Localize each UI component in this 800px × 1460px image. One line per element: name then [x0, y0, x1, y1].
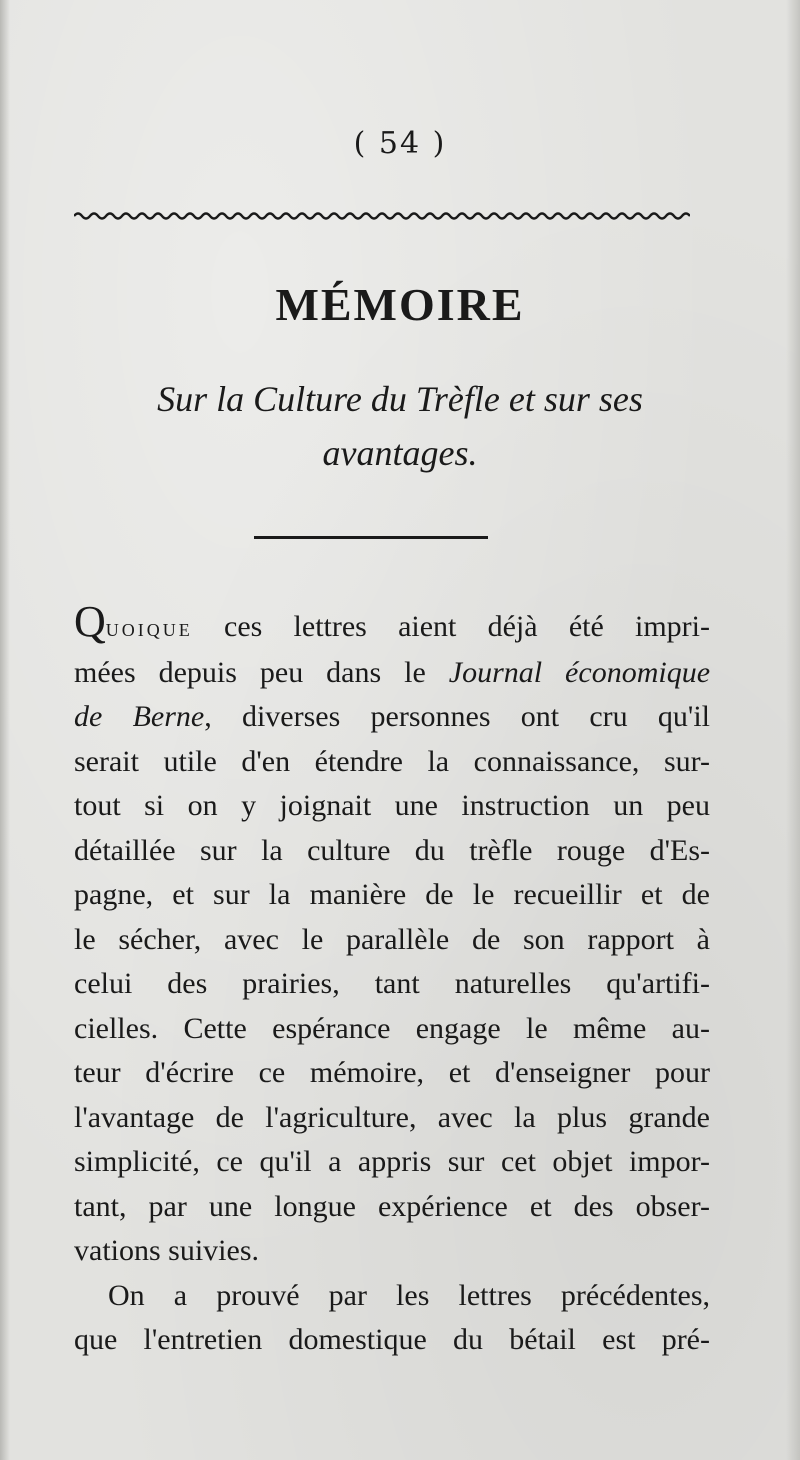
journal-title-italic: Journal économique: [448, 655, 711, 689]
text-line: l'avantage de l'agriculture, avec la plus grande: [74, 1100, 710, 1134]
text-fragment: mées depuis peu dans le: [74, 655, 449, 689]
page-edge-shadow-left: [0, 0, 10, 1460]
chapter-subtitle: [80, 372, 720, 480]
drop-cap: Q: [74, 597, 106, 646]
page-number: ( 54 ): [353, 126, 447, 161]
text-line: [74, 651, 710, 696]
chapter-title: MÉMOIRE: [275, 279, 525, 330]
text-line: vations suivies.: [74, 1234, 259, 1267]
text-line: [74, 695, 710, 740]
text-line: cielles. Cette espérance engage le même au-: [74, 1011, 710, 1045]
text-line: On a prouvé par les lettres précédentes,: [108, 1278, 710, 1312]
text-line: tout si on y joignait une instruction un peu: [74, 789, 710, 822]
text-line: détaillée sur la culture du trèfle rouge d'Es-: [74, 833, 710, 867]
text-line: celui des prairies, tant naturelles qu'artifi-: [74, 967, 710, 1000]
text-line: teur d'écrire ce mémoire, et d'enseigner pour: [74, 1056, 710, 1089]
subtitle-line-1: Sur la Culture du Trèfle et sur ses: [157, 379, 643, 419]
section-divider-rule: [254, 536, 488, 539]
subtitle-line-2: avantages.: [322, 433, 478, 473]
text-line: le sécher, avec le parallèle de son rapport à: [74, 922, 710, 956]
text-fragment: ces lettres aient déjà été impri-: [192, 610, 710, 643]
body-text: [74, 597, 711, 1363]
wavy-rule-ornament: [74, 210, 690, 222]
text-line: serait utile d'en étendre la connaissance, sur-: [74, 744, 710, 778]
page-edge-shadow-right: [786, 0, 800, 1460]
text-fragment: , diverses personnes ont cru qu'il: [204, 700, 710, 733]
text-line: [74, 597, 710, 651]
paragraph-2: [74, 1274, 710, 1363]
journal-title-italic: de Berne: [74, 700, 205, 733]
text-line: pagne, et sur la manière de le recueillir et de: [74, 878, 710, 911]
text-line: que l'entretien domestique du bétail est pré-: [74, 1323, 710, 1356]
paragraph-1: [74, 597, 711, 1274]
small-caps-word: uoique: [105, 613, 193, 642]
text-line: tant, par une longue expérience et des obser-: [74, 1189, 710, 1223]
text-line: simplicité, ce qu'il a appris sur cet objet impor-: [74, 1145, 710, 1178]
